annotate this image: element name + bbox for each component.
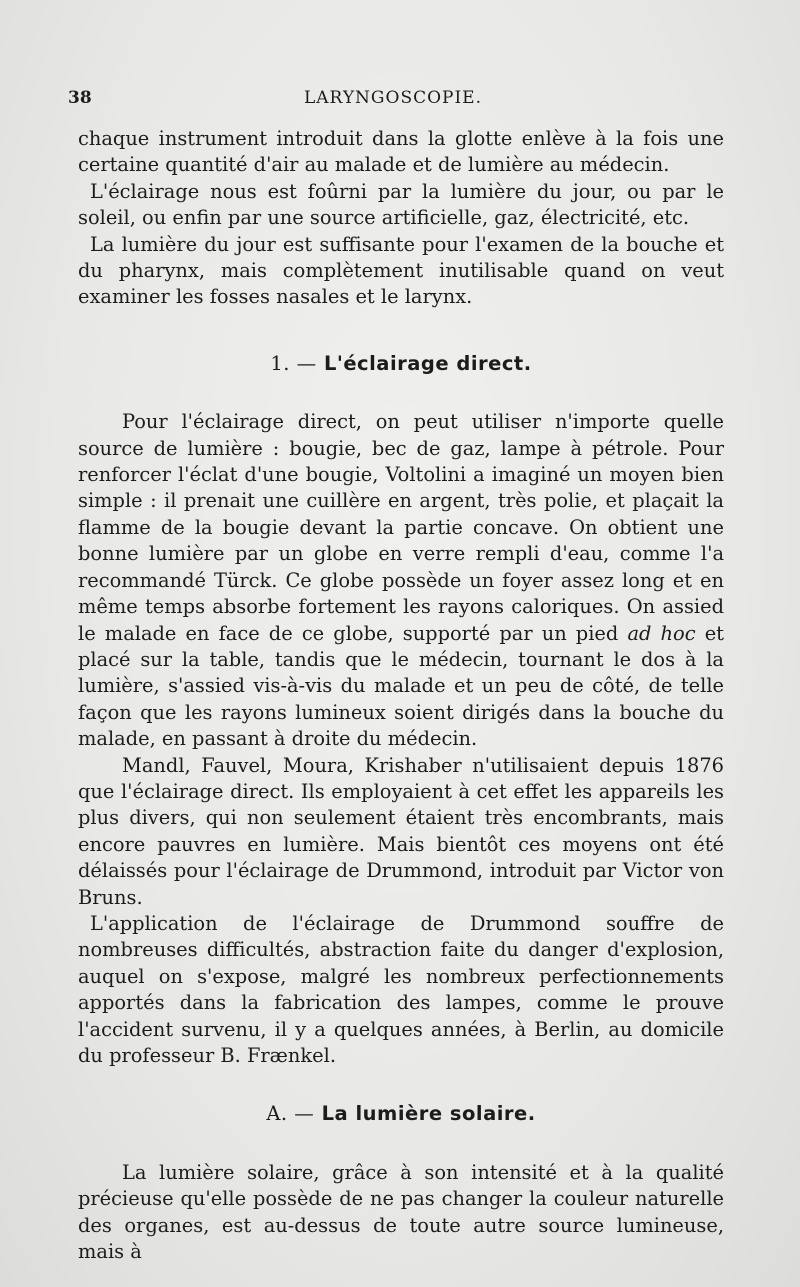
running-head <box>64 88 722 114</box>
running-title: LARYNGOSCOPIE. <box>303 88 482 108</box>
paragraph-6: L'application de l'éclairage de Drummond souffre de nombreuses difficultés, abstraction faite du danger d'explosion, auquel on s'expose, malgré les nombreux perfectionnements apportés dans la fabrication des lampes, comme le prouve l'accident survenu, il y a quelques années, à Berlin, au domicile du professeur B. Frænkel. <box>78 911 724 1067</box>
subsection-title: La lumière solaire. <box>321 1102 536 1126</box>
body-text <box>78 126 724 1265</box>
page-number: 38 <box>68 88 92 108</box>
section-number: 1. — <box>270 351 317 375</box>
section-title: L'éclairage direct. <box>323 351 532 375</box>
paragraph-4-tail: et placé sur la table, tandis que le médecin, tournant le dos à la lumière, s'assied vis-à-vis du malade et un peu de côté, de telle façon que les rayons lumineux soient dirigés dans la bouche du malade, en passant à droite du médecin. <box>78 621 724 751</box>
section-heading-lumiere-solaire <box>78 1101 724 1127</box>
paragraph-4-italic: ad hoc <box>627 621 696 645</box>
paragraph-7: La lumière solaire, grâce à son intensité et à la qualité précieuse qu'elle possède de ne pas changer la couleur naturelle des organes, est au-dessus de toute autre source lumineuse, mais à <box>78 1160 724 1264</box>
paragraph-1: chaque instrument introduit dans la glotte enlève à la fois une certaine quantité d'air au malade et de lumière au médecin. <box>78 127 724 177</box>
paragraph-4-text: Pour l'éclairage direct, on peut utiliser n'importe quelle source de lumière : bougie, bec de gaz, lampe à pétrole. Pour renforcer l'éclat d'une bougie, Voltolini a imaginé un moyen bien simple : il prenait une cuillère en argent, très polie, et plaçait la flamme de la bougie devant la partie concave. On obtient une bonne lumière par un globe en verre rempli d'eau, comme l'a recommandé Türck. Ce globe possède un foyer assez long et en même temps absorbe fortement les rayons caloriques. On assied le malade en face de ce globe, supporté par un pied <box>78 410 724 645</box>
subsection-letter: A. — <box>266 1102 315 1126</box>
section-heading-eclairage-direct <box>78 351 724 377</box>
paragraph-3: La lumière du jour est suffisante pour l'examen de la bouche et du pharynx, mais complètement inutilisable quand on veut examiner les fosses nasales et le larynx. <box>78 232 724 309</box>
paragraph-5: Mandl, Fauvel, Moura, Krishaber n'utilisaient depuis 1876 que l'éclairage direct. Ils employaient à cet effet les appareils les plus divers, qui non seulement étaient très encombrants, mais encore pauvres en lumière. Mais bientôt ces moyens ont été délaissés pour l'éclairage de Drummond, introduit par Victor von Bruns. <box>78 753 724 909</box>
paragraph-2: L'éclairage nous est foûrni par la lumière du jour, ou par le soleil, ou enfin par une source artificielle, gaz, électricité, etc. <box>78 179 724 230</box>
paragraph-4 <box>78 409 724 752</box>
